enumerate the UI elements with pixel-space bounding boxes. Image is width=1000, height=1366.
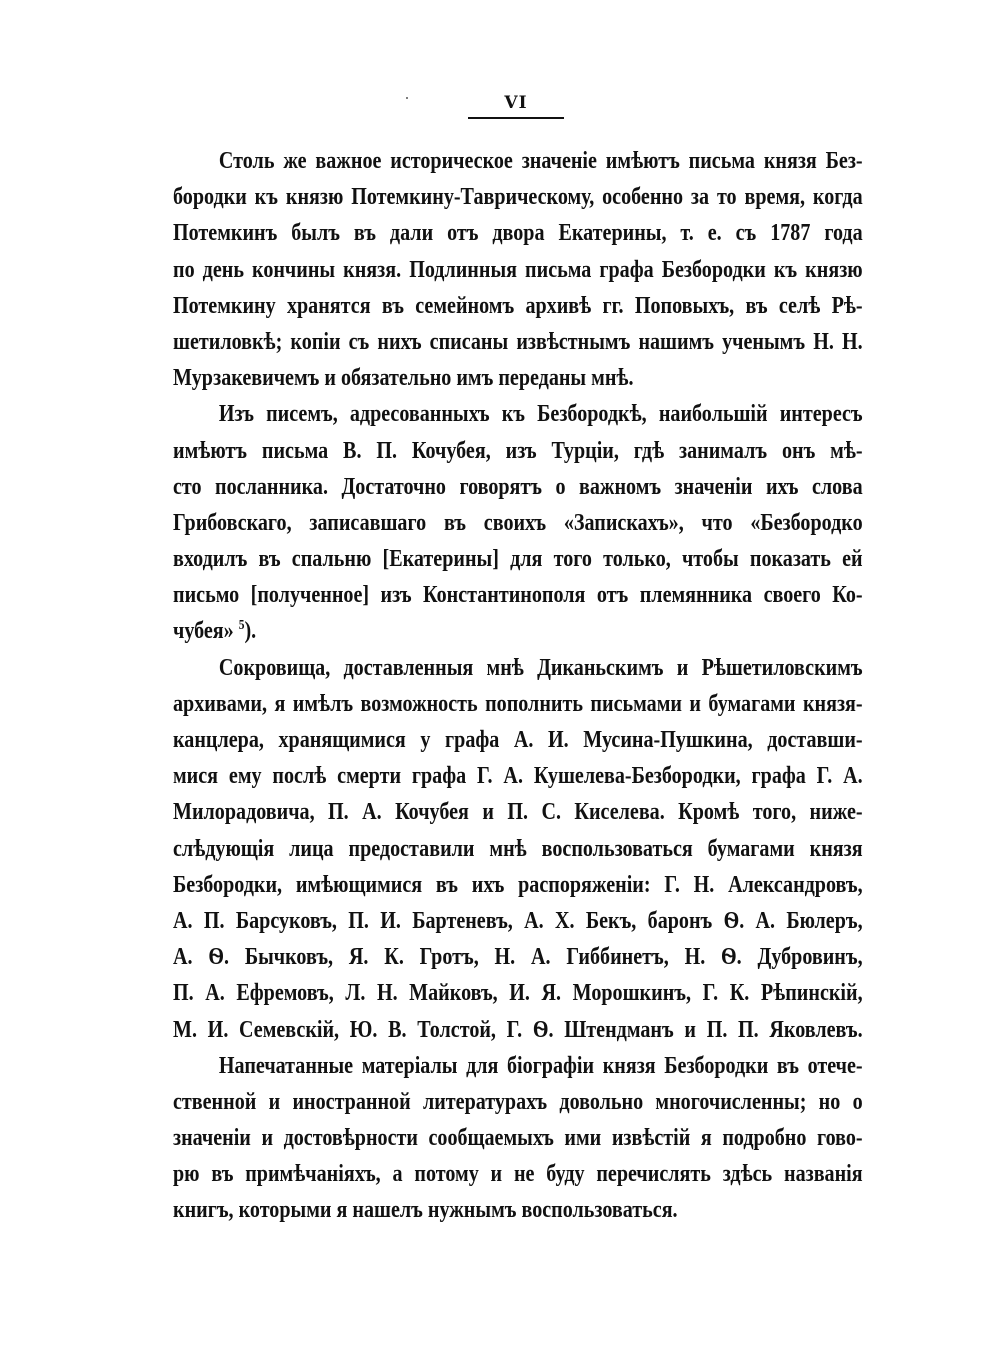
paragraph-2 bbox=[173, 396, 863, 649]
text-line: М. И. Семевскiй, Ю. В. Толстой, Г. Ѳ. Штендманъ и П. П. Яковлевъ. bbox=[173, 1015, 863, 1043]
text-line: книгъ, которыми я нашелъ нужнымъ воспользоваться. bbox=[173, 1196, 678, 1224]
text-line: Столь же важное историческое значенiе имѣютъ письма князя Без- bbox=[218, 147, 863, 174]
paragraph-1 bbox=[173, 143, 863, 396]
text-line: Потемкину хранятся въ семейномъ архивѣ гг. Поповыхъ, въ селѣ Рѣ- bbox=[173, 291, 863, 319]
text-line: Безбородки, имѣющимися въ ихъ распоряженiи: Г. Н. Александровъ, bbox=[173, 870, 863, 898]
text-line: по день кончины князя. Подлинныя письма графа Безбородки къ князю bbox=[173, 255, 863, 283]
text-line: канцлера, хранящимися у графа А. И. Мусина-Пушкина, доставши- bbox=[173, 726, 863, 753]
text-line: Напечатанные матерiалы для бiографiи князя Безбородки въ отече- bbox=[218, 1051, 863, 1079]
text-line: Потемкинъ былъ въ дали отъ двора Екатерины, т. е. съ 1787 года bbox=[173, 219, 863, 247]
scan-speck bbox=[406, 97, 408, 99]
text-line: Сокровища, доставленныя мнѣ Диканьскимъ и Рѣшетиловскимъ bbox=[218, 653, 863, 681]
text-line: А. Ѳ. Бычковъ, Я. К. Гротъ, Н. А. Гиббинетъ, Н. Ѳ. Дубровинъ, bbox=[173, 943, 863, 971]
text-line: мися ему послѣ смерти графа Г. А. Кушелева-Безбородки, графа Г. А. bbox=[173, 762, 863, 790]
text-line: значенiи и достовѣрности сообщаемыхъ ими извѣстiй я подробно гово- bbox=[173, 1124, 863, 1152]
body-text bbox=[173, 143, 863, 1229]
text-line: шетиловкѣ; копiи съ нихъ списаны извѣстнымъ нашимъ ученымъ Н. Н. bbox=[173, 327, 863, 355]
text-line: Изъ писемъ, адресованныхъ къ Безбородкѣ, наибольшiй интересъ bbox=[218, 400, 863, 428]
text-line: П. А. Ефремовъ, Л. Н. Майковъ, И. Я. Морошкинъ, Г. К. Рѣпинскiй, bbox=[173, 979, 863, 1007]
paragraph-4 bbox=[173, 1048, 863, 1229]
text-line: архивами, я имѣлъ возможность пополнить письмами и бумагами князя- bbox=[173, 689, 863, 717]
text-line: входилъ въ спальню [Екатерины] для того только, чтобы показать ей bbox=[173, 545, 863, 573]
text-line: слѣдующiя лица предоставили мнѣ воспользоваться бумагами князя bbox=[173, 834, 863, 862]
text-line: А. П. Барсуковъ, П. И. Бартеневъ, А. Х. Бекъ, баронъ Ѳ. А. Бюлеръ, bbox=[173, 906, 863, 934]
line-tail: ). bbox=[244, 617, 257, 645]
page-header bbox=[468, 92, 564, 119]
text-line: Милорадовича, П. А. Кочубея и П. С. Киселева. Кромѣ того, ниже- bbox=[173, 798, 863, 826]
footnote-mark: 5 bbox=[238, 618, 245, 634]
text-line: письмо [полученное] изъ Константинополя отъ племянника своего Ко- bbox=[173, 581, 863, 609]
paragraph-3 bbox=[173, 650, 863, 1048]
text-line: имѣютъ письма В. П. Кочубея, изъ Турцiи, гдѣ занималъ онъ мѣ- bbox=[173, 436, 863, 464]
text-line: Грибовскаго, записавшаго въ своихъ «Запискахъ», что «Безбородко bbox=[173, 508, 863, 536]
text-line: ственной и иностранной литературахъ довольно многочисленны; но о bbox=[173, 1087, 863, 1115]
text-line: бородки къ князю Потемкину-Таврическому, особенно за то время, когда bbox=[173, 183, 863, 211]
text-line: Мурзакевичемъ и обязательно имъ переданы мнѣ. bbox=[173, 364, 634, 392]
text-line: сто посланника. Достаточно говорятъ о важномъ значенiи ихъ слова bbox=[173, 472, 863, 500]
page-number: VI bbox=[504, 93, 528, 113]
text-line-with-footnote bbox=[173, 613, 863, 649]
header-rule bbox=[468, 117, 564, 119]
text-line: рю въ примѣчанiяхъ, а потому и не буду перечислять здѣсь названiя bbox=[173, 1160, 863, 1188]
text-line: чубея» bbox=[173, 617, 234, 645]
